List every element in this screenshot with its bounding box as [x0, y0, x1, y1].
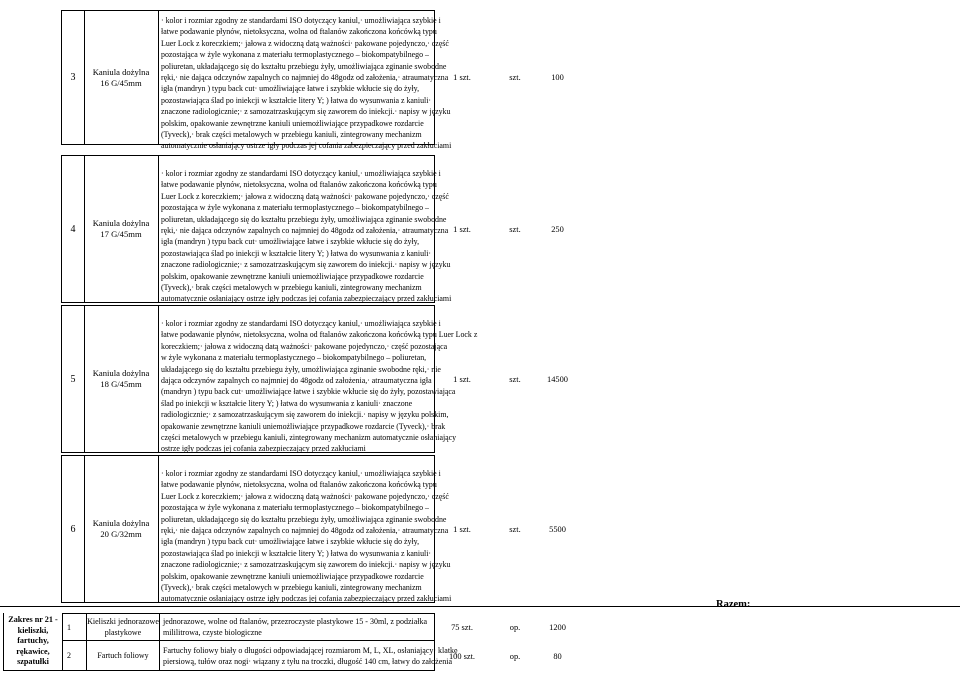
zakres-item-count: 80 [553, 651, 562, 661]
text-line: automatycznie osłaniający ostrze igły podczas jej cofania zabezpieczający przed zakłuciami [161, 294, 452, 304]
text-line: ręki,· nie dająca odczynów zapalnych co najmniej do 48godz od założenia,· atraumatyczna [161, 526, 449, 536]
row-quantity: 1 szt. [453, 73, 471, 82]
zakres-label [3, 613, 63, 671]
text-line: Luer Lock z koreczkiem;· jałowa z widoczną datą ważności· pakowane pojedynczo,· część [161, 491, 449, 501]
razem-rule [0, 606, 960, 607]
text-line: automatycznie osłaniający ostrze igły podczas jej cofania zabezpieczający przed zakłuciami [161, 141, 452, 151]
row-quantity: 1 szt. [453, 524, 471, 534]
zakres-item-number: 1 [63, 613, 87, 641]
text-line: ręki,· nie dająca odczynów zapalnych co najmniej do 48godz od założenia,· atraumatyczna [161, 226, 449, 236]
text-line: kieliszki, fartuchy, [17, 625, 49, 646]
text-line: pozostawiająca ślad po iniekcji w kształcie litery Y; ) łatwa do wysunwania z kaniuli· [161, 548, 432, 558]
text-line: · kolor i rozmiar zgodny ze standardami ISO dotyczący kaniul,· umożliwiająca szybkie i [161, 469, 441, 478]
text-line: w żyle wykonana z materiału termoplastycznego – biokompatybilnego – poliuretan, [161, 353, 427, 363]
text-line: Kieliszki jednorazowe [87, 617, 159, 626]
row-item-name: Kaniula dożylna 20 G/32mm [84, 455, 159, 603]
zakres-item-unit: op. [509, 651, 521, 661]
text-line: pozostawiająca ślad po iniekcji w kształcie litery Y; ) łatwa do wysunwania z kaniuli· [161, 248, 432, 258]
text-line: (Tyveck),· brak części metalowych w przebiegu kaniuli, zintegrowany mechanizm [161, 583, 422, 593]
row-quantity: 1 szt. [453, 374, 471, 384]
text-line: piersiową, tułów oraz nogi· wiązany z tyłu na troczki, długość 140 cm, łatwy do założenia [163, 657, 453, 666]
text-line: łatwe podawanie płynów, nietoksyczna, wolna od ftalanów zakończona końcówką typu [161, 480, 437, 490]
row-unit: szt. [509, 374, 521, 384]
row-number: 3 [61, 10, 85, 145]
text-line: ostrze igły podczas jej cofania zabezpieczający przed zakłuciami [161, 444, 366, 454]
text-line: Zakres nr 21 - [8, 615, 58, 625]
text-line: radiologicznie;· z samozatrzaskującym się zaworem do iniekcji.· napisy w języku polskim, [161, 410, 449, 420]
zakres-item-number: 2 [63, 641, 87, 671]
row-count: 5500 [549, 524, 566, 534]
text-line: jednorazowe, wolne od ftalanów, przezroczyste plastykowe 15 - 30ml, z podziałka [163, 617, 428, 626]
row-quantity: 1 szt. [453, 224, 471, 234]
zakres-item-name [87, 613, 160, 641]
razem-label: Razem: [716, 599, 751, 610]
row-item-name: Kaniula dożylna 18 G/45mm [84, 305, 159, 453]
text-line: rękawice, [16, 646, 50, 656]
zakres-item-quantity: 75 szt. [451, 622, 473, 632]
text-line: ręki,· nie dająca odczynów zapalnych co najmniej do 48godz od założenia,· atraumatyczna [161, 73, 449, 83]
row-count: 14500 [547, 374, 568, 384]
row-description [158, 455, 452, 604]
row-item-name: Kaniula dożylna 16 G/45mm [84, 10, 159, 145]
text-line: · kolor i rozmiar zgodny ze standardami ISO dotyczący kaniul,· umożliwiająca szybkie i [161, 169, 441, 178]
text-line: układającego się do kształtu przebiegu żyły, umożliwiająca zginanie swobodne ręki,· nie [161, 364, 441, 374]
text-line: szpatułki [17, 657, 49, 667]
row-number: 5 [61, 305, 85, 453]
text-line: łatwe podawanie płynów, nietoksyczna, wolna od ftalanów zakończona końcówką typu Luer Lock z [161, 330, 478, 340]
text-line: · kolor i rozmiar zgodny ze standardami ISO dotyczący kaniul,· umożliwiająca szybkie i [161, 16, 441, 25]
text-line: pozostająca w żyle wykonana z materiału termoplastycznego – biokompatybilnego – [161, 503, 429, 513]
text-line: Luer Lock z koreczkiem;· jałowa z widoczną datą ważności· pakowane pojedynczo,· część [161, 191, 449, 201]
text-line: igła (mandryn ) typu back cut· umożliwiające łatwe i szybkie wkłucie się do żyły, [161, 237, 420, 247]
zakres-item-description [160, 613, 435, 641]
text-line: części metalowych w przebiegu kaniuli, zintegrowany mechanizm automatycznie osłaniający [161, 433, 457, 443]
row-description [158, 10, 452, 151]
row-unit: szt. [509, 73, 521, 82]
text-line: poliuretan, układającego się do kształtu przebiegu żyły, umożliwiająca zginanie swobodne [161, 61, 447, 71]
zakres-item-unit: op. [509, 622, 521, 632]
row-unit: szt. [509, 524, 521, 534]
row-item-name: Kaniula dożylna 17 G/45mm [84, 155, 159, 303]
text-line: polskim, opakowanie zewnętrzne kaniuli uniemożliwiające przypadkowe rozdarcie [161, 271, 424, 281]
text-line: polskim, opakowanie zewnętrzne kaniuli uniemożliwiające przypadkowe rozdarcie [161, 571, 424, 581]
text-line: Fartuch foliowy [97, 651, 149, 660]
row-number: 6 [61, 455, 85, 603]
text-line: Luer Lock z koreczkiem;· jałowa z widoczną datą ważności· pakowane pojedynczo,· część [161, 38, 449, 48]
text-line: (Tyveck),· brak części metalowych w przebiegu kaniuli, zintegrowany mechanizm [161, 283, 422, 293]
text-line: igła (mandryn ) typu back cut· umożliwiające łatwe i szybkie wkłucie się do żyły, [161, 537, 420, 547]
text-line: opakowanie zewnętrzne kaniuli uniemożliwiające przypadkowe rozdarcie (Tyveck),· brak [161, 421, 446, 431]
text-line: dająca odczynów zapalnych co najmniej do 48godz od założenia,· atraumatyczna igła [161, 376, 432, 386]
text-line: ślad po iniekcji w kształcie litery Y; ) łatwa do wysunwania z kaniuli· znaczone [161, 398, 413, 408]
text-line: (Tyveck),· brak części metalowych w przebiegu kaniuli, zintegrowany mechanizm [161, 130, 422, 140]
zakres-item-name [87, 641, 160, 671]
text-line: znaczone radiologicznie;· z samozatrzaskującym się zaworem do iniekcji.· napisy w języku [161, 560, 451, 570]
text-line: znaczone radiologicznie;· z samozatrzaskującym się zaworem do iniekcji.· napisy w języku [161, 260, 451, 270]
row-unit: szt. [509, 224, 521, 234]
text-line: pozostająca w żyle wykonana z materiału termoplastycznego – biokompatybilnego – [161, 203, 429, 213]
text-line: · kolor i rozmiar zgodny ze standardami ISO dotyczący kaniul,· umożliwiająca szybkie i [161, 319, 441, 328]
text-line: igła (mandryn ) typu back cut· umożliwiające łatwe i szybkie wkłucie się do żyły, [161, 84, 420, 94]
text-line: plastykowe [104, 628, 142, 637]
text-line: koreczkiem;· jałowa z widoczną datą ważności· pakowane pojedynczo,· część pozostająca [161, 341, 448, 351]
row-count: 100 [551, 73, 564, 82]
text-line: poliuretan, układającego się do kształtu przebiegu żyły, umożliwiająca zginanie swobodne [161, 214, 447, 224]
text-line: pozostawiająca ślad po iniekcji w kształcie litery Y; ) łatwa do wysunwania z kaniuli· [161, 95, 432, 105]
zakres-item-description [160, 641, 458, 671]
text-line: pozostająca w żyle wykonana z materiału termoplastycznego – biokompatybilnego – [161, 50, 429, 60]
text-line: łatwe podawanie płynów, nietoksyczna, wolna od ftalanów zakończona końcówką typu [161, 27, 437, 37]
row-description [158, 155, 452, 304]
row-count: 250 [551, 224, 564, 234]
text-line: Fartuchy foliowy biały o długości odpowiadającej rozmiarom M, L, XL, osłaniający· klatkę [163, 646, 458, 655]
row-number: 4 [61, 155, 85, 303]
zakres-item-count: 1200 [549, 622, 566, 632]
text-line: łatwe podawanie płynów, nietoksyczna, wolna od ftalanów zakończona końcówką typu [161, 180, 437, 190]
text-line: (mandryn ) typu back cut· umożliwiające łatwe i szybkie wkłucie się do żyły, pozostawiająca [161, 387, 456, 397]
text-line: poliuretan, układającego się do kształtu przebiegu żyły, umożliwiająca zginanie swobodne [161, 514, 447, 524]
text-line: mililitrowa, czyste biologiczne [163, 628, 262, 637]
zakres-item-quantity: 100 szt. [448, 651, 476, 661]
text-line: polskim, opakowanie zewnętrzne kaniuli uniemożliwiające przypadkowe rozdarcie [161, 118, 424, 128]
text-line: automatycznie osłaniający ostrze igły podczas jej cofania zabezpieczający przed zakłuciami [161, 594, 452, 604]
text-line: znaczone radiologicznie;· z samozatrzaskującym się zaworem do iniekcji.· napisy w języku [161, 107, 451, 117]
